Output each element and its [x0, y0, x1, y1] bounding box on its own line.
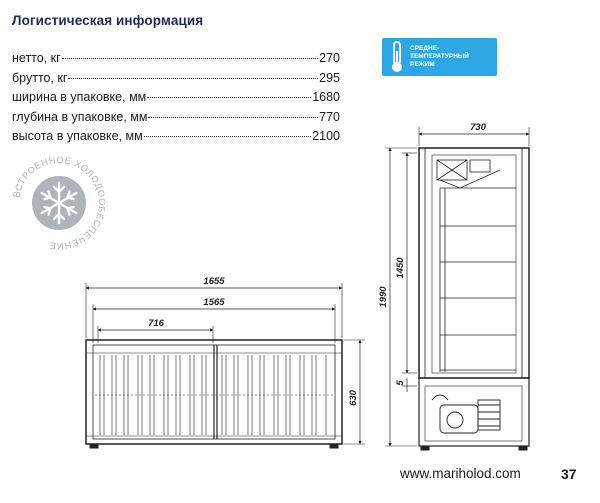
- side-view: [385, 127, 529, 450]
- footer-url[interactable]: www.mariholod.com: [400, 466, 521, 481]
- dim-inner-height: 1450: [395, 257, 406, 279]
- dim-door-width: 716: [148, 318, 164, 329]
- spec-label: высота в упаковке, мм: [12, 129, 143, 143]
- dim-bottom-offset: 5: [395, 380, 406, 386]
- spec-value: 295: [319, 70, 340, 85]
- spec-label: брутто, кг: [12, 70, 68, 85]
- spec-value: 2100: [312, 129, 340, 143]
- dim-side-depth: 730: [470, 122, 486, 133]
- spec-value: 270: [319, 51, 340, 65]
- dim-overall-width: 1655: [203, 276, 225, 287]
- page-number: 37: [561, 466, 577, 482]
- seal-text: ВСТРОЕННОЕ ХОЛОДООБЕСПЕЧЕНИЕ: [11, 154, 108, 252]
- dim-front-height: 630: [348, 390, 359, 406]
- spec-value: 770: [319, 109, 340, 124]
- dim-total-height: 1990: [378, 286, 389, 308]
- section-title: Логистическая информация: [12, 13, 204, 28]
- spec-label: глубина в упаковке, мм: [12, 109, 148, 124]
- spec-label: нетто, кг: [12, 51, 61, 65]
- badge-line: РЕЖИМ: [410, 61, 435, 68]
- spec-label: ширина в упаковке, мм: [12, 90, 147, 104]
- dim-inner-width: 1565: [203, 297, 225, 308]
- spec-value: 1680: [312, 90, 340, 104]
- front-view: [86, 283, 365, 448]
- badge-line: СРЕДНЕ-: [410, 45, 440, 52]
- badge-line: ТЕМПЕРАТУРНЫЙ: [410, 53, 469, 60]
